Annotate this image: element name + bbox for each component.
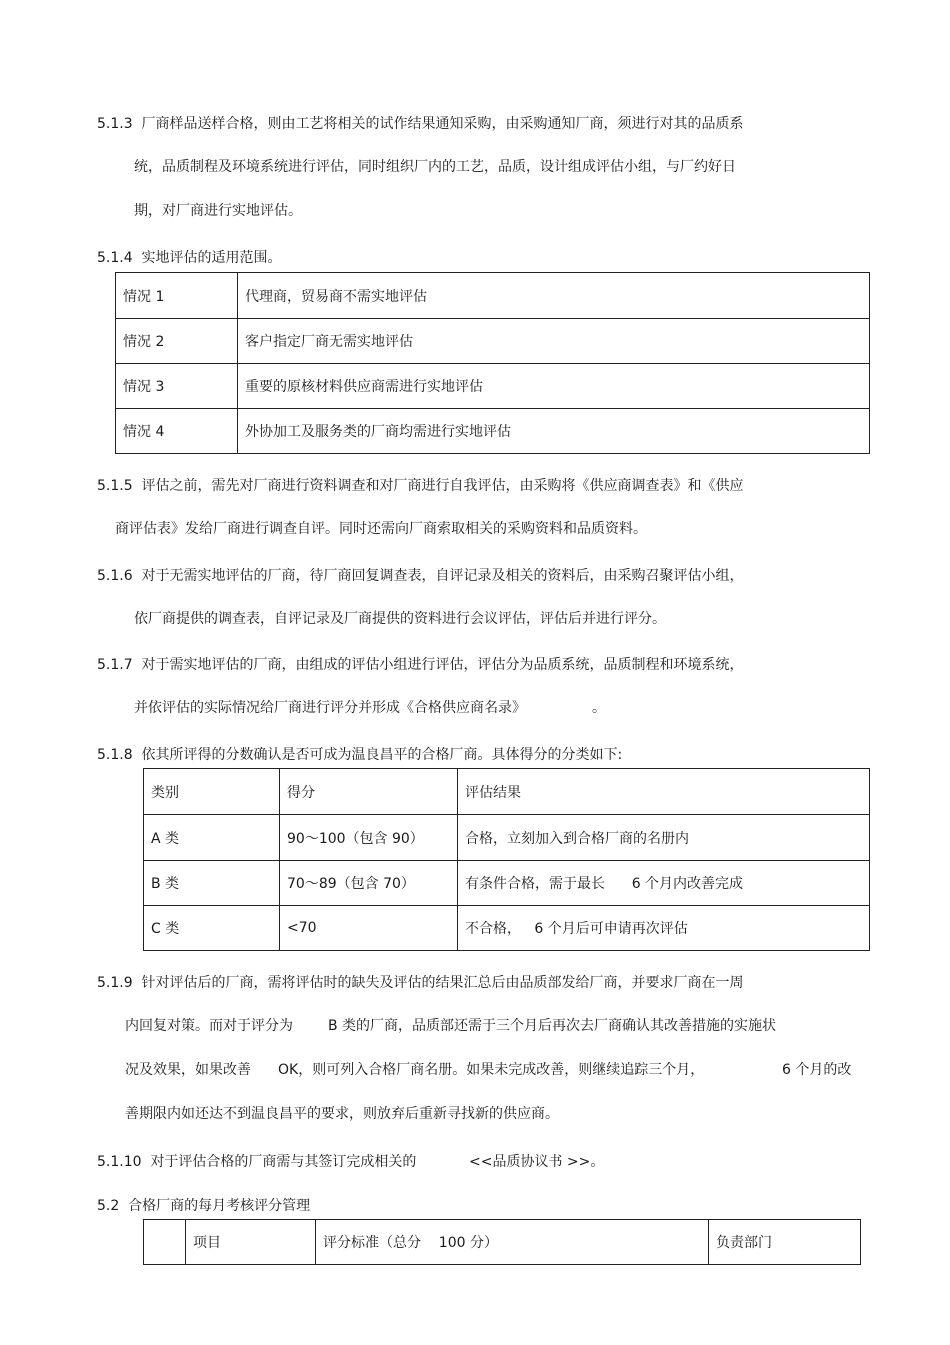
table-row [144, 815, 870, 861]
section-number: 5.1.4 [97, 250, 133, 266]
para-5-1-3-line-1: 5.1.3 厂商样品送样合格，则由工艺将相关的试作结果通知采购，由采购通知厂商，须进行对其的品质系 [97, 116, 744, 132]
situation-desc: 客户指定厂商无需实地评估 [238, 319, 870, 364]
section-number: 5.1.10 [97, 1154, 142, 1170]
table-row [144, 906, 870, 951]
para-5-1-3-line-3: 期，对厂商进行实地评估。 [134, 203, 302, 219]
section-number: 5.1.9 [97, 975, 133, 991]
table-row [116, 364, 870, 409]
para-5-1-9-line-2a: 内回复对策。而对于评分为 [125, 1018, 293, 1034]
quality-agreement-ref: <<品质协议书 >>。 [469, 1154, 605, 1170]
para-5-1-9-line-1: 5.1.9 针对评估后的厂商，需将评估时的缺失及评估的结果汇总后由品质部发给厂商，并要求厂商在一周 [97, 975, 744, 991]
para-5-1-5-line-1: 5.1.5 评估之前，需先对厂商进行资料调查和对厂商进行自我评估，由采购将《供应商调查表》和《供应 [97, 478, 744, 494]
para-5-1-7-period: 。 [592, 700, 606, 716]
para-5-1-4: 5.1.4 实地评估的适用范围。 [97, 250, 282, 266]
header-score: 得分 [280, 769, 458, 815]
situation-desc: 外协加工及服务类的厂商均需进行实地评估 [238, 409, 870, 454]
section-number: 5.1.8 [97, 747, 133, 763]
para-5-1-7-line-1: 5.1.7 对于需实地评估的厂商，由组成的评估小组进行评估，评估分为品质系统，品质制程和环境系统， [97, 657, 744, 673]
situation-table [115, 272, 870, 454]
para-5-1-6-line-2: 依厂商提供的调查表，自评记录及厂商提供的资料进行会议评估，评估后并进行评分。 [134, 611, 666, 627]
situation-label: 情况 1 [116, 273, 238, 319]
table-header-row [144, 769, 870, 815]
category-cell: C 类 [144, 906, 280, 951]
monthly-assessment-table [143, 1219, 861, 1265]
score-cell: 90～100（包含 90） [280, 815, 458, 861]
para-5-1-9-line-3c: 6 个月的改 [782, 1062, 852, 1078]
para-5-1-7-line-2: 并依评估的实际情况给厂商进行评分并形成《合格供应商名录》 [134, 700, 526, 716]
result-cell: 有条件合格，需于最长 6 个月内改善完成 [458, 861, 870, 906]
para-5-1-9-line-4: 善期限内如还达不到温良昌平的要求，则放弃后重新寻找新的供应商。 [125, 1106, 559, 1122]
section-number: 5.1.3 [97, 116, 133, 132]
para-5-1-10: 5.1.10 对于评估合格的厂商需与其签订完成相关的 [97, 1154, 417, 1170]
section-number: 5.1.6 [97, 568, 133, 584]
category-cell: A 类 [144, 815, 280, 861]
situation-label: 情况 3 [116, 364, 238, 409]
table-row [144, 861, 870, 906]
score-cell: <70 [280, 906, 458, 951]
situation-label: 情况 4 [116, 409, 238, 454]
table-row [116, 409, 870, 454]
score-classification-table [143, 768, 870, 951]
table-header-row [144, 1220, 861, 1265]
para-5-1-3-line-2: 统，品质制程及环境系统进行评估，同时组织厂内的工艺，品质，设计组成评估小组，与厂约好日 [134, 159, 736, 175]
section-number: 5.2 [97, 1198, 120, 1214]
para-5-1-5-line-2: 商评估表》发给厂商进行调查自评。同时还需向厂商索取相关的采购资料和品质资料。 [115, 521, 647, 537]
table-row [116, 273, 870, 319]
header-criteria: 评分标准（总分 100 分） [316, 1220, 709, 1265]
header-blank [144, 1220, 186, 1265]
header-department: 负责部门 [709, 1220, 861, 1265]
header-item: 项目 [186, 1220, 316, 1265]
situation-label: 情况 2 [116, 319, 238, 364]
section-number: 5.1.7 [97, 657, 133, 673]
result-cell: 合格，立刻加入到合格厂商的名册内 [458, 815, 870, 861]
para-5-1-9-line-3b: OK，则可列入合格厂商名册。如果未完成改善，则继续追踪三个月， [278, 1062, 705, 1078]
score-cell: 70～89（包含 70） [280, 861, 458, 906]
para-5-1-9-line-2b: B 类的厂商，品质部还需于三个月后再次去厂商确认其改善措施的实施状 [328, 1018, 777, 1034]
section-5-2-title: 5.2 合格厂商的每月考核评分管理 [97, 1198, 311, 1214]
situation-desc: 代理商，贸易商不需实地评估 [238, 273, 870, 319]
table-row [116, 319, 870, 364]
category-cell: B 类 [144, 861, 280, 906]
header-result: 评估结果 [458, 769, 870, 815]
para-5-1-6-line-1: 5.1.6 对于无需实地评估的厂商，待厂商回复调查表，自评记录及相关的资料后，由采购召聚评估小组， [97, 568, 744, 584]
para-5-1-8: 5.1.8 依其所评得的分数确认是否可成为温良昌平的合格厂商。具体得分的分类如下: [97, 747, 623, 763]
section-number: 5.1.5 [97, 478, 133, 494]
result-cell: 不合格， 6 个月后可申请再次评估 [458, 906, 870, 951]
para-5-1-9-line-3a: 况及效果，如果改善 [125, 1062, 251, 1078]
situation-desc: 重要的原核材料供应商需进行实地评估 [238, 364, 870, 409]
header-category: 类别 [144, 769, 280, 815]
